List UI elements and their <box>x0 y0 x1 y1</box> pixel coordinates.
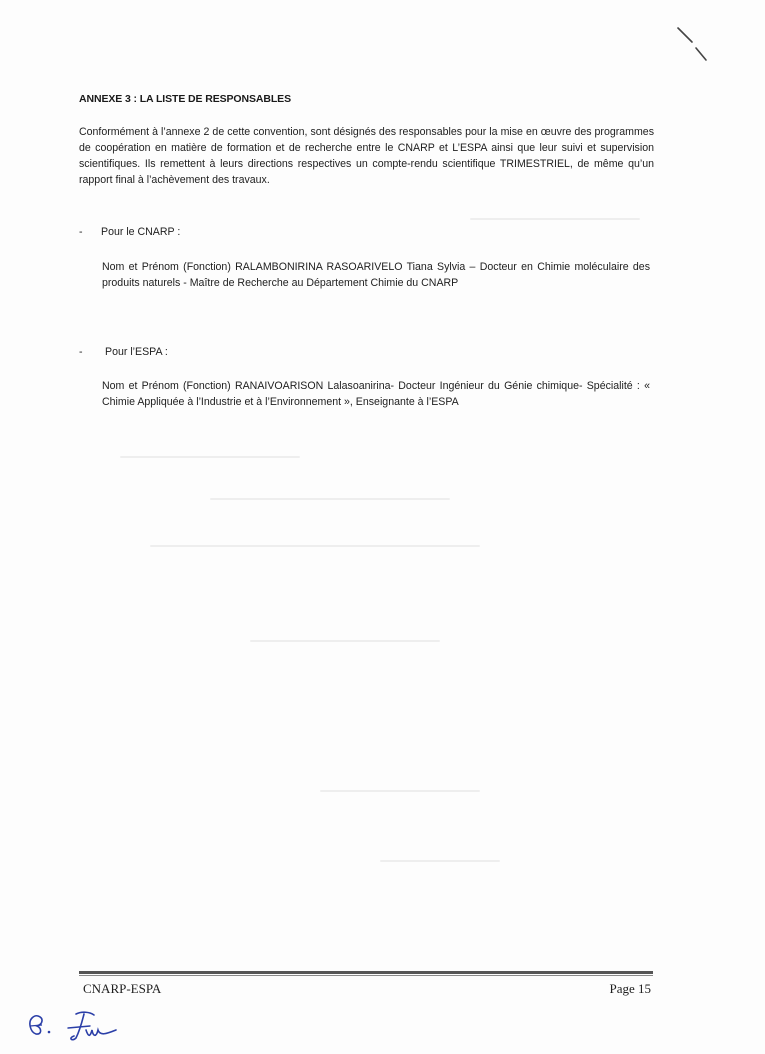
page-number: Page 15 <box>609 981 651 996</box>
bullet-espa <box>79 346 279 362</box>
responsable-cnarp: Nom et Prénom (Fonction) RALAMBONIRINA RASOARIVELO Tiana Sylvia – Docteur en Chimie moléculaire des produits naturels - Maître de Recherche au Département Chimie du CNARP <box>102 261 650 289</box>
footer-rule-thin <box>79 975 653 976</box>
responsable-espa: Nom et Prénom (Fonction) RANAIVOARISON Lalasoanirina- Docteur Ingénieur du Génie chimique- Spécialité : « Chimie Appliquée à l’Industrie et à l’Environnement », Enseignante à l’ESPA <box>102 380 650 408</box>
bleed-through-mark <box>320 790 480 792</box>
bleed-through-mark <box>470 218 640 220</box>
annex-intro-paragraph: Conformément à l’annexe 2 de cette convention, sont désignés des responsables pour la mise en œuvre des programmes de coopération en matière de formation et de recherche entre le CNARP et L’ESPA ainsi que leur suivi et supervision scientifiques. Ils remettent à leurs directions respectives un compte-rendu scientifique TRIMESTRIEL, de même qu’un rapport final à l’achèvement des travaux. <box>79 126 654 186</box>
bullet-label-espa: Pour l’ESPA : <box>105 346 168 358</box>
bullet-cnarp <box>79 226 279 242</box>
bullet-label-cnarp: Pour le CNARP : <box>101 226 181 238</box>
bleed-through-mark <box>380 860 500 862</box>
handwritten-initials-signature-icon <box>24 1008 134 1044</box>
bleed-through-mark <box>210 498 450 500</box>
annex-heading: ANNEXE 3 : LA LISTE DE RESPONSABLES <box>79 93 291 105</box>
bleed-through-mark <box>150 545 480 547</box>
bleed-through-mark <box>120 456 300 458</box>
bullet-dash: - <box>79 226 83 238</box>
corner-pen-stroke-icon <box>670 20 710 70</box>
footer-document-name: CNARP-ESPA <box>83 981 162 996</box>
bleed-through-mark <box>250 640 440 642</box>
footer-rule <box>79 971 653 974</box>
bullet-dash: - <box>79 346 83 358</box>
